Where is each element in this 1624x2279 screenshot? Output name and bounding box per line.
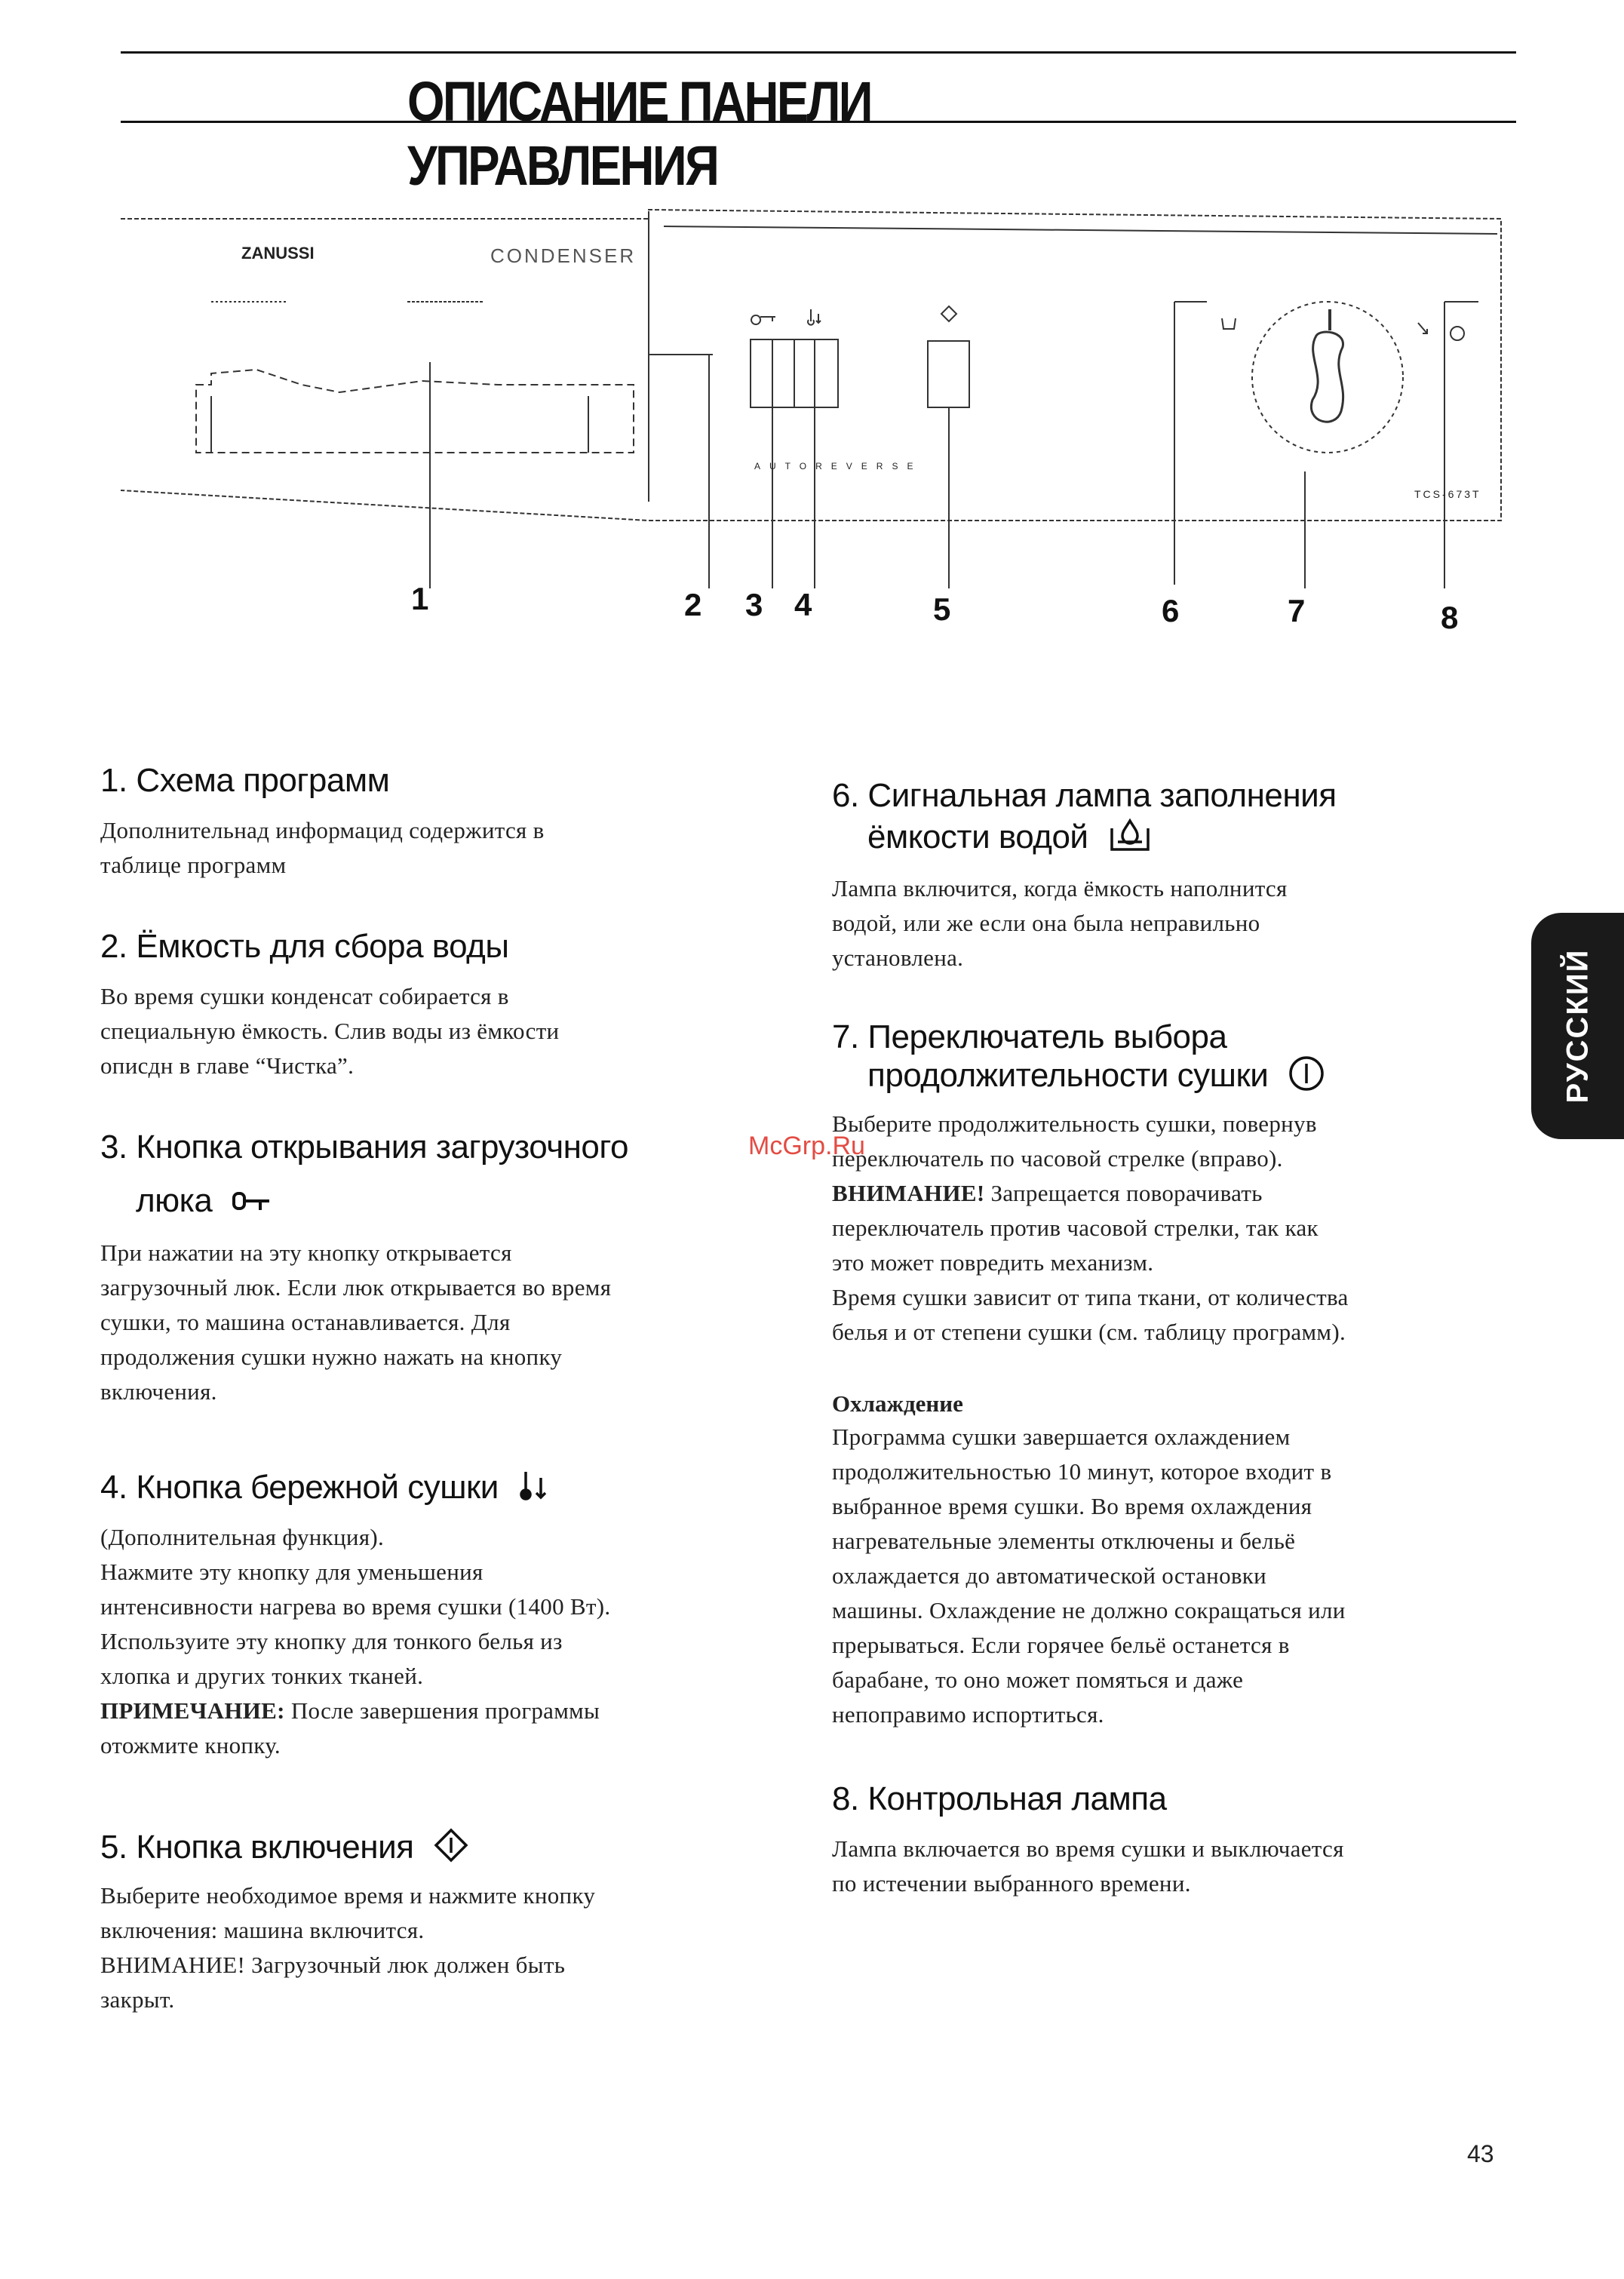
watermark: McGrp.Ru (748, 1132, 865, 1160)
control-panel-diagram (106, 204, 1524, 626)
gentle-dry-icon (518, 1469, 551, 1510)
section-3-title: 3. Кнопка открывания загрузочного (100, 1129, 628, 1166)
section-6-title-line2: ёмкости водой (867, 816, 1153, 862)
section-8-title: 8. Контрольная лампа (832, 1780, 1167, 1817)
water-tank-icon (1107, 816, 1153, 862)
section-1-title: 1. Схема программ (100, 762, 390, 799)
section-4-title: 4. Кнопка бережной сушки (100, 1469, 551, 1510)
language-tab: РУССКИЙ (1531, 913, 1624, 1139)
key-icon (751, 315, 775, 324)
section-7-text: Выберите продолжительность сушки, повернув переключатель по часовой стрелке (вправо). ВНИМАНИЕ! Запрещается поворачивать переключатель против часовой стрелки, так как это может повредить механизм. Время сушки зависит от типа ткани, от количества белья и от степени сушки (см. таблицу программ). (832, 1110, 1349, 1345)
autoreverse-label: AUTOREVERSE (754, 461, 923, 471)
section-1-text: Дополнительнад информацид содержится в таблице программ (100, 817, 545, 878)
callout-5: 5 (933, 591, 951, 627)
callout-7: 7 (1288, 593, 1306, 628)
page-title: ОПИСАНИЕ ПАНЕЛИ УПРАВЛЕНИЯ (407, 70, 871, 197)
gentle-dry-button (794, 339, 838, 407)
section-3-title-line2: люка (136, 1182, 271, 1221)
cooling-title: Охлаждение (832, 1390, 963, 1417)
model-word: CONDENSER (490, 244, 637, 267)
section-7-title: 7. Переключатель выбора (832, 1018, 1227, 1055)
section-7-title-line2: продолжительности сушки (867, 1055, 1325, 1101)
control-lamp-icon (1451, 327, 1464, 340)
section-2-title: 2. Ёмкость для сбора воды (100, 928, 509, 965)
callout-2: 2 (684, 587, 702, 622)
arrow-icon (1418, 323, 1427, 333)
panel-outline (121, 210, 1501, 521)
callout-1: 1 (411, 581, 429, 616)
callout-6: 6 (1162, 593, 1180, 628)
cooling-text: Программа сушки завершается охлаждением продолжительностью 10 минут, которое входит в выбранное время сушки. Во время охлаждения нагревательные элементы отключены и бельё охлаждается до автоматической остановки машины. Охлаждение не должно сокращаться или прерываться. Если горячее бельё останется в барабане, то оно может помяться и даже непоправимо испортиться. (832, 1424, 1346, 1728)
section-4-text: (Дополнительная функция). Нажмите эту кнопку для уменьшения интенсивности нагрева во время сушки (1400 Вт). Используите эту кнопку для тонкого белья из хлопка и других тонких тканей. ПРИМЕЧАНИЕ: После завершения программы отожмите кнопку. (100, 1524, 611, 1758)
thermometer-icon (808, 309, 821, 325)
brand-label: ZANUSSI (241, 244, 315, 263)
warning-label: ВНИМАНИЕ! (832, 1180, 985, 1206)
callout-4: 4 (794, 587, 812, 622)
page-number: 43 (1467, 2140, 1494, 2167)
section-8-text: Лампа включается во время сушки и выключается по истечении выбранного времени. (832, 1835, 1344, 1897)
section-6-text: Лампа включится, когда ёмкость наполнится водой, или же если она была неправильно установлена. (832, 875, 1288, 971)
section-3-text: При нажатии на эту кнопку открывается загрузочный люк. Если люк открывается во время сушки, то машина останавливается. Для продолжения сушки нужно нажать на кнопку включения. (100, 1239, 612, 1405)
section-2-text: Во время сушки конденсат собирается в специальную ёмкость. Слив воды из ёмкости описдн в главе “Чистка”. (100, 983, 560, 1079)
start-diamond-icon (433, 1827, 469, 1872)
program-chart (196, 370, 634, 453)
water-lamp-icon (1222, 318, 1236, 329)
diamond-start-icon (941, 306, 956, 321)
timer-dial (1252, 302, 1403, 453)
callout-8: 8 (1441, 600, 1459, 635)
section-6-title: 6. Сигнальная лампа заполнения (832, 777, 1337, 814)
header-rule-top (121, 51, 1516, 54)
timer-power-icon (1288, 1055, 1325, 1101)
section-5-text: Выберите необходимое время и нажмите кнопку включения: машина включится. ВНИМАНИЕ! Загрузочный люк должен быть закрыт. (100, 1882, 596, 2013)
door-key-icon (232, 1184, 271, 1221)
start-button (928, 341, 969, 407)
model-code: TCS-673T (1414, 488, 1481, 500)
section-5-title: 5. Кнопка включения (100, 1827, 469, 1872)
callout-3: 3 (745, 587, 763, 622)
note-label: ПРИМЕЧАНИЕ: (100, 1697, 285, 1724)
timer-knob (1311, 332, 1343, 422)
